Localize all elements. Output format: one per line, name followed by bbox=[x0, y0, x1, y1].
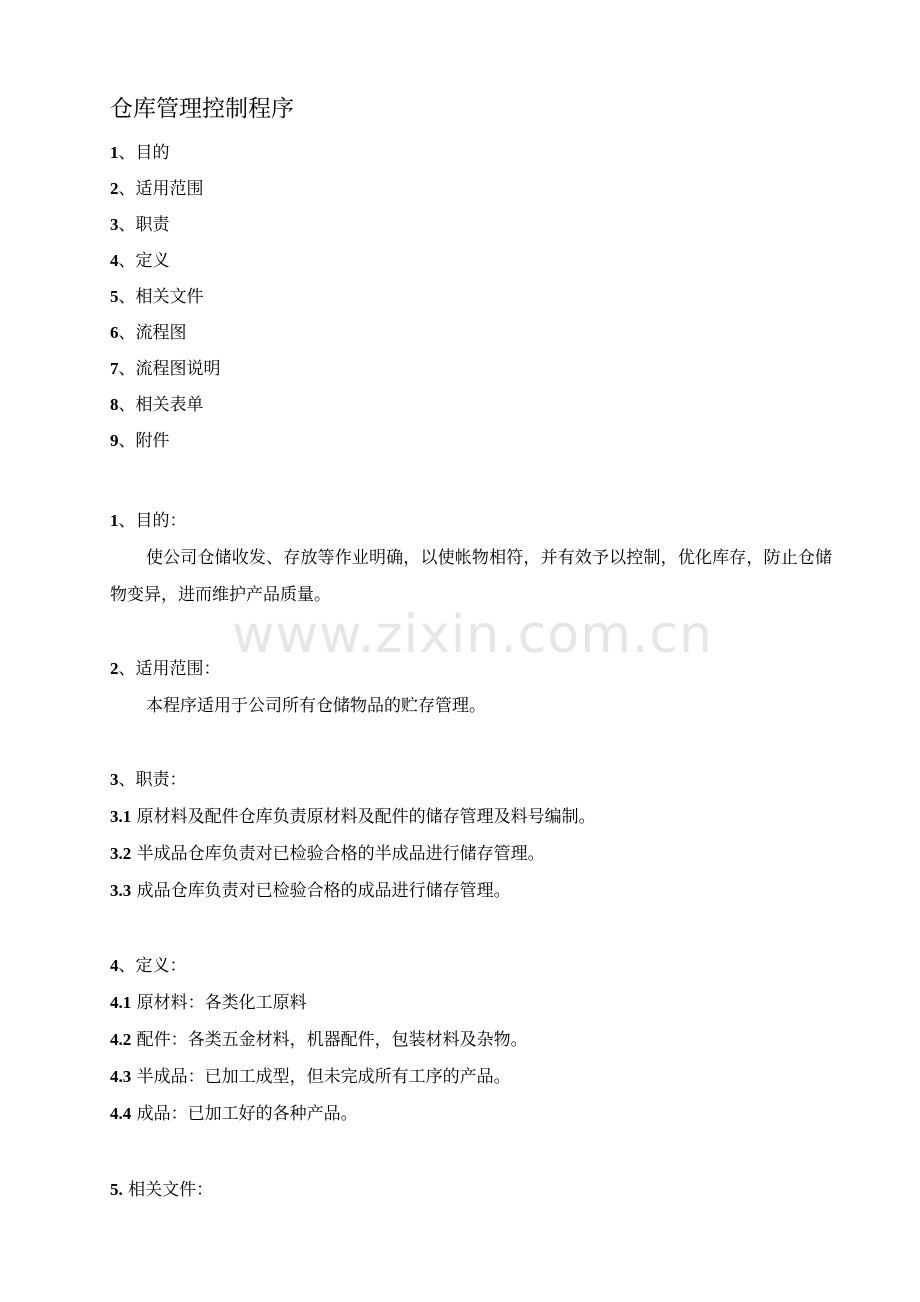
toc-label: 、附件 bbox=[118, 431, 170, 451]
item-number: 4.1 bbox=[110, 993, 132, 1012]
item-number: 4.2 bbox=[110, 1030, 132, 1049]
toc-label: 、适用范围 bbox=[118, 179, 204, 199]
section-heading-duties bbox=[110, 769, 187, 791]
section-heading-label: 、适用范围： bbox=[118, 659, 221, 679]
duty-item bbox=[110, 806, 596, 828]
duty-item bbox=[110, 880, 511, 902]
watermark: www.zixin.com.cn bbox=[232, 605, 713, 665]
toc-number: 7 bbox=[110, 359, 119, 378]
section-heading-label: 、职责： bbox=[118, 770, 187, 790]
toc-item bbox=[110, 358, 221, 380]
toc-item bbox=[110, 214, 170, 236]
toc-label: 、相关表单 bbox=[118, 395, 204, 415]
item-text: 配件：各类五金材料，机器配件，包装材料及杂物。 bbox=[136, 1030, 528, 1050]
section-number: 2 bbox=[110, 659, 119, 678]
toc-label: 、相关文件 bbox=[118, 287, 204, 307]
document-title: 仓库管理控制程序 bbox=[110, 96, 294, 122]
section-heading-definitions bbox=[110, 955, 187, 977]
toc-number: 6 bbox=[110, 323, 119, 342]
section-number: 1 bbox=[110, 511, 119, 530]
section-number: 4 bbox=[110, 956, 119, 975]
item-number: 3.1 bbox=[110, 807, 132, 826]
toc-item bbox=[110, 286, 204, 308]
toc-item bbox=[110, 394, 204, 416]
scope-paragraph: 本程序适用于公司所有仓储物品的贮存管理。 bbox=[146, 696, 486, 716]
section-heading-label: 、目的： bbox=[118, 511, 187, 531]
item-number: 3.2 bbox=[110, 844, 132, 863]
toc-item bbox=[110, 142, 170, 164]
toc-number: 1 bbox=[110, 143, 119, 162]
toc-label: 、流程图 bbox=[118, 323, 187, 343]
section-number: 3 bbox=[110, 770, 119, 789]
item-text: 半成品：已加工成型，但未完成所有工序的产品。 bbox=[136, 1067, 511, 1087]
toc-number: 4 bbox=[110, 251, 119, 270]
section-heading-label: 相关文件： bbox=[128, 1180, 214, 1200]
toc-item bbox=[110, 250, 170, 272]
item-text: 成品：已加工好的各种产品。 bbox=[136, 1104, 358, 1124]
definition-item bbox=[110, 1066, 511, 1088]
toc-label: 、定义 bbox=[118, 251, 170, 271]
toc-number: 9 bbox=[110, 431, 119, 450]
toc-label: 、职责 bbox=[118, 215, 170, 235]
item-text: 原材料及配件仓库负责原材料及配件的储存管理及料号编制。 bbox=[136, 807, 596, 827]
item-text: 半成品仓库负责对已检验合格的半成品进行储存管理。 bbox=[136, 844, 545, 864]
duty-item bbox=[110, 843, 545, 865]
toc-number: 3 bbox=[110, 215, 119, 234]
item-number: 3.3 bbox=[110, 881, 132, 900]
toc-item bbox=[110, 322, 187, 344]
section-heading-purpose bbox=[110, 510, 187, 532]
definition-item bbox=[110, 1029, 528, 1051]
toc-number: 2 bbox=[110, 179, 119, 198]
toc-number: 8 bbox=[110, 395, 119, 414]
definition-item bbox=[110, 1103, 358, 1125]
section-heading-related-docs bbox=[110, 1179, 213, 1201]
toc-item bbox=[110, 430, 170, 452]
item-number: 4.3 bbox=[110, 1067, 132, 1086]
item-text: 原材料：各类化工原料 bbox=[136, 993, 307, 1013]
section-heading-scope bbox=[110, 658, 221, 680]
section-heading-label: 、定义： bbox=[118, 956, 187, 976]
item-text: 成品仓库负责对已检验合格的成品进行储存管理。 bbox=[136, 881, 511, 901]
purpose-paragraph: 使公司仓储收发、存放等作业明确，以使帐物相符，并有效予以控制，优化库存，防止仓储物变异，进而维护产品质量。 bbox=[110, 548, 832, 605]
section-number: 5. bbox=[110, 1180, 123, 1199]
toc-number: 5 bbox=[110, 287, 119, 306]
toc-item bbox=[110, 178, 204, 200]
item-number: 4.4 bbox=[110, 1104, 132, 1123]
toc-label: 、流程图说明 bbox=[118, 359, 221, 379]
definition-item bbox=[110, 992, 307, 1014]
toc-label: 、目的 bbox=[118, 143, 170, 163]
